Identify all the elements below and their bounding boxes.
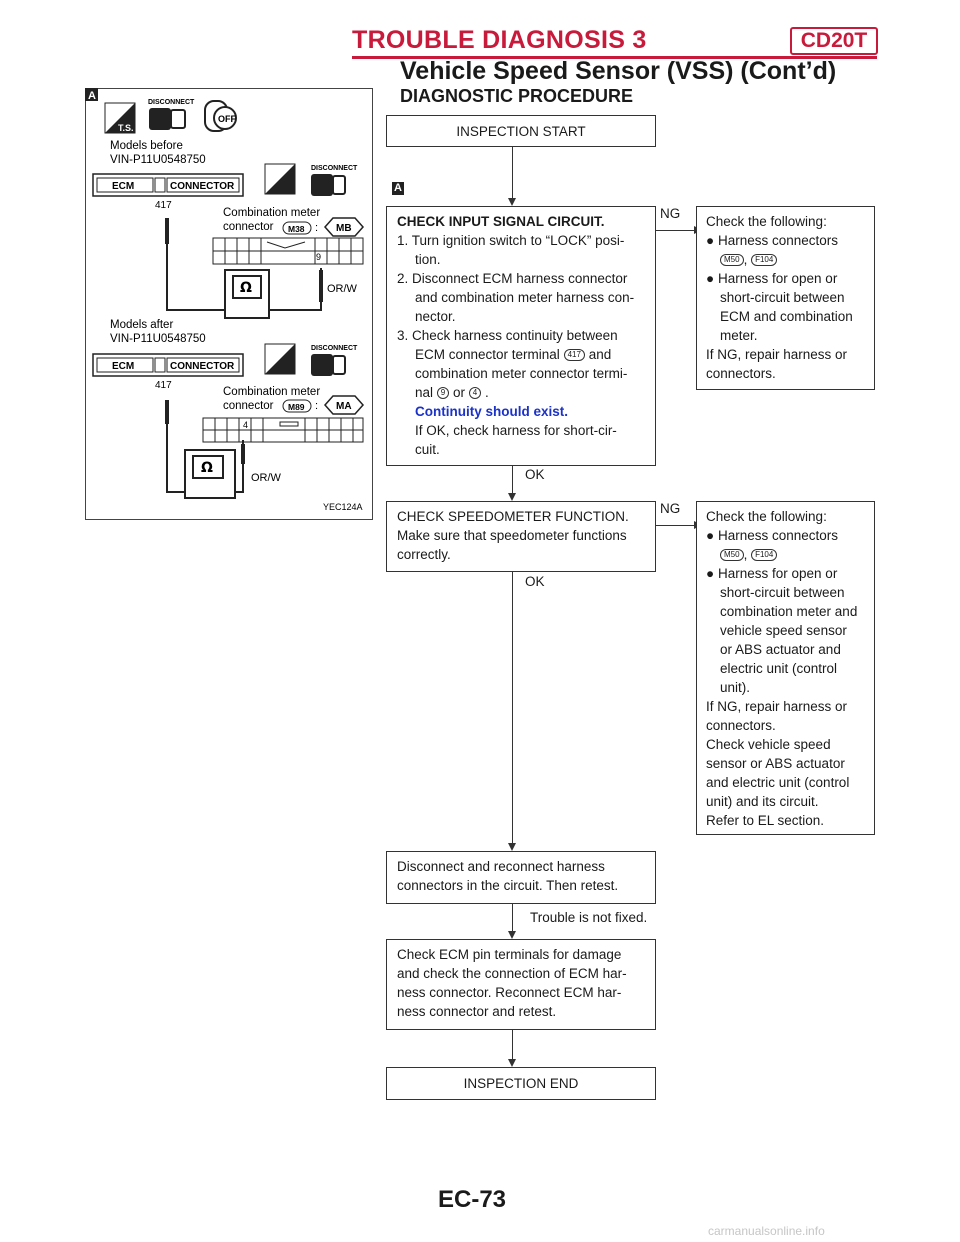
ng-label-2: NG — [660, 501, 681, 516]
ng2-bullet2: ● Harness for open or — [706, 566, 838, 581]
page-number: EC-73 — [438, 1186, 507, 1213]
after-line2: VIN-P11U0548750 — [110, 333, 206, 345]
check1-step3c: combination meter connector termi- — [415, 366, 628, 381]
pin-9: 9 — [316, 252, 322, 262]
ng2-head: Check the following: — [706, 509, 827, 524]
procedure-title: DIAGNOSTIC PROCEDURE — [400, 86, 634, 106]
wiring-diagram — [85, 88, 373, 520]
inspection-end — [386, 1067, 656, 1100]
ng1-r2: connectors. — [706, 366, 776, 381]
f104-tag-2: F104 — [751, 549, 777, 561]
ts-icon — [105, 103, 135, 133]
check-speedometer-box — [386, 501, 656, 572]
ng1-bullet1: ● Harness connectors — [706, 233, 839, 248]
figure-code: YEC124A — [323, 502, 363, 512]
ohmmeter-1 — [225, 270, 269, 318]
reconnect-box — [386, 851, 656, 904]
svg-text:T.S.: T.S. — [118, 123, 134, 133]
figure-badge: A — [88, 90, 96, 102]
flow-arrow-2 — [508, 493, 516, 501]
ng1-r1: If NG, repair harness or — [706, 347, 848, 362]
terminal-9-tag: 9 — [437, 387, 449, 399]
terminal-4-tag: 4 — [469, 387, 481, 399]
svg-text:CONNECTOR: CONNECTOR — [170, 361, 235, 372]
svg-text:CONNECTOR: CONNECTOR — [170, 181, 235, 192]
wire-color-1: OR/W — [327, 283, 357, 295]
ecm-check-l1: Check ECM pin terminals for damage — [397, 947, 622, 962]
ng1-b2c: ECM and combination — [720, 309, 853, 324]
ts-icon-3 — [265, 344, 295, 374]
ng2-connectors: M50 , F104 — [706, 545, 865, 564]
ng2-r4: sensor or ABS actuator — [706, 756, 845, 771]
ng2-r7: Refer to EL section. — [706, 813, 825, 828]
pin-4: 4 — [243, 420, 249, 430]
comb-meter-label-1: Combination meter — [223, 207, 321, 219]
inspection-start-label: INSPECTION START — [456, 124, 586, 139]
ng-line-1 — [656, 230, 696, 231]
colon-2: : — [315, 400, 319, 412]
disconnect-label-2: DISCONNECT — [311, 165, 358, 172]
svg-text:Ω: Ω — [240, 280, 252, 296]
ecm-pin-check-box — [386, 939, 656, 1030]
svg-text:Ω: Ω — [201, 460, 213, 476]
wire-color-2: OR/W — [251, 472, 281, 484]
ng1-bullet2: ● Harness for open or — [706, 271, 838, 286]
after-line1: Models after — [110, 319, 174, 331]
m38-tag: M38 — [288, 224, 305, 234]
m89-tag: M89 — [288, 402, 305, 412]
ng2-b2d: vehicle speed sensor — [720, 623, 847, 638]
not-fixed-label: Trouble is not fixed. — [530, 910, 648, 925]
check1-step4b: cuit. — [415, 442, 440, 457]
check1-step4a: If OK, check harness for short-cir- — [415, 423, 617, 438]
check1-step2b: and combination meter harness con- — [415, 290, 635, 305]
ecm-connector-box-2 — [93, 354, 243, 376]
ma-tag: MA — [336, 401, 352, 412]
mb-tag: MB — [336, 223, 352, 234]
terminal-417-tag: 417 — [564, 349, 585, 361]
inspection-end-label: INSPECTION END — [463, 1076, 579, 1091]
ng2-box — [696, 501, 875, 835]
inspection-start — [386, 115, 656, 147]
ohmmeter-2 — [185, 450, 235, 498]
ng2-b2e: or ABS actuator and — [720, 642, 841, 657]
check1-step2a: 2. Disconnect ECM harness connector — [397, 271, 628, 286]
ng1-b2b: short-circuit between — [720, 290, 845, 305]
svg-text:OFF: OFF — [218, 114, 236, 124]
check-input-signal-box — [386, 206, 656, 466]
watermark: carmanualsonline.info — [708, 1224, 825, 1238]
check1-step1a: 1. Turn ignition switch to “LOCK” posi- — [397, 233, 625, 248]
ok-label-1: OK — [525, 467, 545, 482]
check1-step2c: nector. — [415, 309, 456, 324]
check1-step1b: tion. — [415, 252, 441, 267]
flow-line-5 — [512, 1030, 513, 1060]
check2-l3: correctly. — [397, 547, 451, 562]
connector-disconnect-icon-2 — [311, 174, 333, 196]
check2-l2: Make sure that speedometer functions — [397, 528, 627, 543]
engine-model-badge: CD20T — [790, 27, 878, 55]
check1-step3b: ECM connector terminal 417 and — [415, 347, 612, 362]
ecm-connector-box-1 — [93, 174, 243, 196]
ecm-check-l2: and check the connection of ECM har- — [397, 966, 627, 981]
ecm-check-l3: ness connector. Reconnect ECM har- — [397, 985, 622, 1000]
check1-step3d: nal 9 or 4 . — [415, 385, 489, 400]
flow-line-3 — [512, 572, 513, 844]
ng1-head: Check the following: — [706, 214, 827, 229]
section-title: TROUBLE DIAGNOSIS 3 — [352, 26, 647, 54]
step-badge-a: A — [392, 182, 404, 195]
ng2-r2: connectors. — [706, 718, 776, 733]
colon-1: : — [315, 222, 319, 234]
ng1-box — [696, 206, 875, 390]
ecm-check-l4: ness connector and retest. — [397, 1004, 557, 1019]
pin-417-a: 417 — [155, 200, 172, 211]
flow-line-2 — [512, 466, 513, 494]
check2-l1: CHECK SPEEDOMETER FUNCTION. — [397, 509, 629, 524]
pin-417-b: 417 — [155, 380, 172, 391]
ng2-bullet1: ● Harness connectors — [706, 528, 839, 543]
ng2-b2g: unit). — [720, 680, 751, 695]
ng2-b2b: short-circuit between — [720, 585, 845, 600]
ng-line-2 — [656, 525, 696, 526]
ng2-r5: and electric unit (control — [706, 775, 850, 790]
page-subtitle: Vehicle Speed Sensor (VSS) (Cont’d) — [400, 57, 837, 85]
before-line2: VIN-P11U0548750 — [110, 154, 206, 166]
ng2-b2f: electric unit (control — [720, 661, 838, 676]
svg-text:ECM: ECM — [112, 361, 135, 372]
flow-arrow-3 — [508, 843, 516, 851]
flow-line-1 — [512, 147, 513, 199]
ng2-r3: Check vehicle speed — [706, 737, 831, 752]
reconnect-l2: connectors in the circuit. Then retest. — [397, 878, 619, 893]
connector-disconnect-icon-3 — [311, 354, 333, 376]
check1-step3a: 3. Check harness continuity between — [397, 328, 618, 343]
f104-tag: F104 — [751, 254, 777, 266]
svg-text:ECM: ECM — [112, 181, 135, 192]
connector-label-1: connector — [223, 221, 274, 233]
disconnect-label-3: DISCONNECT — [311, 345, 358, 352]
comb-meter-label-2: Combination meter — [223, 386, 321, 398]
check1-title: CHECK INPUT SIGNAL CIRCUIT. — [397, 214, 605, 229]
ng-label-1: NG — [660, 206, 681, 221]
continuity-requirement: Continuity should exist. — [415, 404, 569, 419]
ts-icon-2 — [265, 164, 295, 194]
ng1-connectors: M50 , F104 — [706, 250, 865, 269]
disconnect-label: DISCONNECT — [148, 99, 195, 106]
before-line1: Models before — [110, 140, 183, 152]
ng2-b2c: combination meter and — [720, 604, 858, 619]
flow-arrow-4 — [508, 931, 516, 939]
ng2-r1: If NG, repair harness or — [706, 699, 848, 714]
ng2-r6: unit) and its circuit. — [706, 794, 819, 809]
connector-label-2: connector — [223, 400, 274, 412]
ng1-b2d: meter. — [720, 328, 758, 343]
flow-arrow-1 — [508, 198, 516, 206]
m50-tag: M50 — [720, 254, 744, 266]
ok-label-2: OK — [525, 574, 545, 589]
m50-tag-2: M50 — [720, 549, 744, 561]
flow-arrow-5 — [508, 1059, 516, 1067]
reconnect-l1: Disconnect and reconnect harness — [397, 859, 605, 874]
flow-line-4 — [512, 904, 513, 932]
